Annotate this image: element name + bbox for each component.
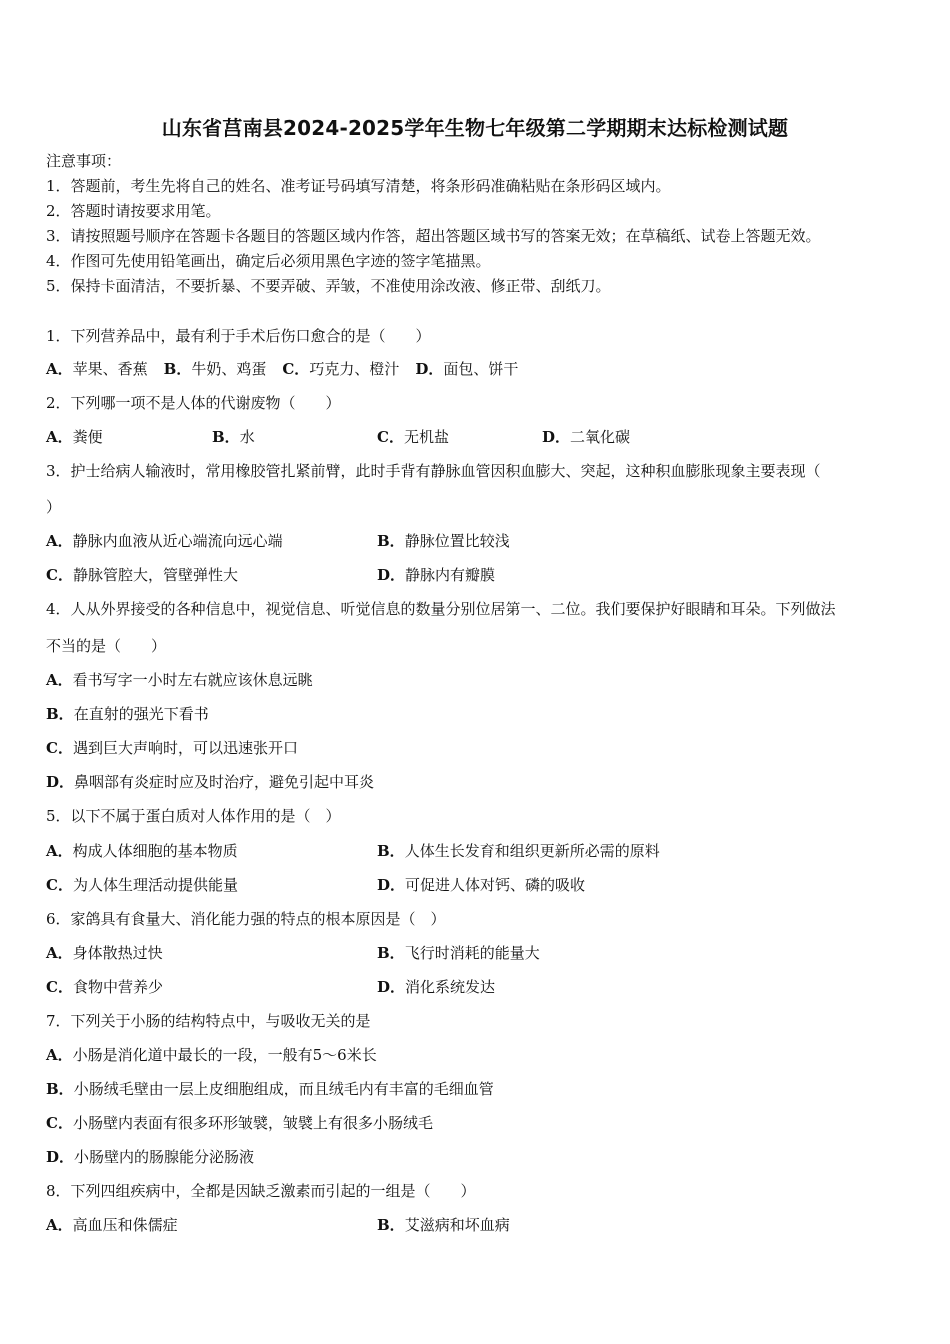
option-label: A． bbox=[46, 428, 73, 446]
question-6-stem: 6．家鸽具有食量大、消化能力强的特点的根本原因是（ ） bbox=[46, 910, 446, 928]
option-text: 小肠是消化道中最长的一段，一般有5～6米长 bbox=[72, 1046, 377, 1064]
option-a[interactable] bbox=[46, 428, 103, 446]
option-text: 二氧化碳 bbox=[570, 428, 631, 446]
option-label: C． bbox=[282, 360, 310, 378]
option-a[interactable] bbox=[46, 1045, 377, 1065]
option-label: A． bbox=[46, 532, 73, 550]
notice-item: 1．答题前，考生先将自己的姓名、准考证号码填写清楚，将条形码准确粘贴在条形码区域内。 bbox=[46, 177, 671, 195]
question-2-stem: 2．下列哪一项不是人体的代谢废物（ ） bbox=[46, 394, 341, 412]
question-4-stem: 4．人从外界接受的各种信息中，视觉信息、听觉信息的数量分别位居第一、二位。我们要保护好眼睛和耳朵。下列做法 bbox=[46, 600, 836, 618]
option-text: 小肠壁内表面有很多环形皱襞，皱襞上有很多小肠绒毛 bbox=[72, 1114, 433, 1132]
option-a[interactable] bbox=[46, 842, 238, 860]
option-label: A． bbox=[46, 360, 73, 378]
option-text: 高血压和侏儒症 bbox=[72, 1216, 178, 1234]
option-b[interactable] bbox=[377, 943, 540, 963]
option-b[interactable] bbox=[377, 1215, 510, 1235]
option-text: 人体生长发育和组织更新所必需的原料 bbox=[404, 842, 660, 860]
option-label: C． bbox=[46, 739, 73, 757]
option-b[interactable] bbox=[46, 1079, 494, 1099]
question-5-stem: 5．以下不属于蛋白质对人体作用的是（ ） bbox=[46, 807, 341, 825]
option-text: 艾滋病和坏血病 bbox=[404, 1216, 510, 1234]
question-6-options-row1 bbox=[46, 943, 906, 963]
option-text: 牛奶、鸡蛋 bbox=[191, 360, 267, 378]
option-label: C． bbox=[377, 428, 404, 446]
option-c[interactable] bbox=[377, 427, 449, 447]
question-3-options-row2 bbox=[46, 565, 906, 585]
question-1-stem: 1．下列营养品中，最有利于手术后伤口愈合的是（ ） bbox=[46, 327, 431, 345]
option-text: 为人体生理活动提供能量 bbox=[72, 876, 238, 894]
option-a[interactable] bbox=[46, 532, 283, 550]
notice-item: 4．作图可先使用铅笔画出，确定后必须用黑色字迹的签字笔描黑。 bbox=[46, 252, 491, 270]
option-text: 小肠绒毛壁由一层上皮细胞组成，而且绒毛内有丰富的毛细血管 bbox=[73, 1080, 494, 1098]
question-4-stem-cont: 不当的是（ ） bbox=[46, 637, 167, 655]
question-3-stem: 3．护士给病人输液时，常用橡胶管扎紧前臂，此时手背有静脉血管因积血膨大、突起，这种积血膨胀现象主要表现（ bbox=[46, 462, 821, 480]
option-label: A． bbox=[46, 944, 73, 962]
option-text: 静脉内血液从近心端流向远心端 bbox=[72, 532, 283, 550]
option-b[interactable] bbox=[377, 841, 660, 861]
option-d[interactable] bbox=[46, 1147, 254, 1167]
option-label: A． bbox=[46, 1216, 73, 1234]
option-label: C． bbox=[46, 876, 73, 894]
option-text: 水 bbox=[239, 428, 255, 446]
option-a[interactable] bbox=[46, 359, 148, 379]
option-c[interactable] bbox=[46, 738, 298, 758]
question-1-options bbox=[46, 359, 534, 379]
option-label: D． bbox=[377, 876, 406, 894]
option-label: B． bbox=[377, 944, 405, 962]
question-8-options-row1 bbox=[46, 1215, 906, 1235]
question-8-stem: 8．下列四组疾病中，全都是因缺乏激素而引起的一组是（ ） bbox=[46, 1182, 476, 1200]
option-b[interactable] bbox=[46, 704, 209, 724]
notice-heading: 注意事项： bbox=[46, 152, 122, 170]
option-label: B． bbox=[377, 1216, 405, 1234]
question-5-options-row2 bbox=[46, 875, 906, 895]
option-text: 鼻咽部有炎症时应及时治疗，避免引起中耳炎 bbox=[74, 773, 375, 791]
option-text: 在直射的强光下看书 bbox=[73, 705, 209, 723]
option-label: D． bbox=[46, 773, 75, 791]
option-label: B． bbox=[377, 532, 405, 550]
option-c[interactable] bbox=[46, 1113, 433, 1133]
option-text: 遇到巨大声响时，可以迅速张开口 bbox=[72, 739, 298, 757]
option-label: B． bbox=[377, 842, 405, 860]
option-d[interactable] bbox=[377, 875, 585, 895]
option-text: 粪便 bbox=[72, 428, 103, 446]
option-c[interactable] bbox=[46, 978, 163, 996]
option-b[interactable] bbox=[377, 531, 510, 551]
option-a[interactable] bbox=[46, 944, 163, 962]
option-text: 静脉内有瓣膜 bbox=[405, 566, 496, 584]
option-c[interactable] bbox=[282, 359, 399, 379]
option-label: D． bbox=[415, 360, 444, 378]
option-text: 静脉管腔大，管壁弹性大 bbox=[72, 566, 238, 584]
option-text: 消化系统发达 bbox=[405, 978, 496, 996]
option-d[interactable] bbox=[542, 427, 630, 447]
question-3-stem-cont: ） bbox=[46, 498, 62, 516]
option-text: 构成人体细胞的基本物质 bbox=[72, 842, 238, 860]
option-a[interactable] bbox=[46, 670, 313, 690]
option-label: B． bbox=[46, 1080, 74, 1098]
notice-item: 2．答题时请按要求用笔。 bbox=[46, 202, 221, 220]
option-label: B． bbox=[163, 360, 192, 378]
option-text: 飞行时消耗的能量大 bbox=[404, 944, 540, 962]
option-label: A． bbox=[46, 842, 73, 860]
option-b[interactable] bbox=[164, 359, 267, 379]
option-label: C． bbox=[46, 566, 73, 584]
option-label: B． bbox=[212, 428, 240, 446]
option-label: C． bbox=[46, 1114, 73, 1132]
option-label: A． bbox=[46, 1046, 73, 1064]
option-text: 无机盐 bbox=[403, 428, 449, 446]
question-7-stem: 7．下列关于小肠的结构特点中，与吸收无关的是 bbox=[46, 1012, 371, 1030]
option-c[interactable] bbox=[46, 876, 238, 894]
exam-title: 山东省莒南县2024-2025学年生物七年级第二学期期末达标检测试题 bbox=[161, 116, 789, 140]
question-2-options bbox=[46, 427, 906, 447]
option-label: D． bbox=[46, 1148, 75, 1166]
option-a[interactable] bbox=[46, 1216, 178, 1234]
notice-item: 5．保持卡面清洁，不要折暴、不要弄破、弄皱，不准使用涂改液、修正带、刮纸刀。 bbox=[46, 277, 611, 295]
option-label: D． bbox=[542, 428, 571, 446]
option-text: 身体散热过快 bbox=[72, 944, 163, 962]
option-text: 食物中营养少 bbox=[72, 978, 163, 996]
option-text: 静脉位置比较浅 bbox=[404, 532, 510, 550]
option-text: 可促进人体对钙、磷的吸收 bbox=[405, 876, 586, 894]
option-label: B． bbox=[46, 705, 74, 723]
option-text: 面包、饼干 bbox=[443, 360, 519, 378]
option-label: D． bbox=[377, 566, 406, 584]
option-label: D． bbox=[377, 978, 406, 996]
option-text: 巧克力、橙汁 bbox=[309, 360, 400, 378]
option-label: C． bbox=[46, 978, 73, 996]
option-text: 小肠壁内的肠腺能分泌肠液 bbox=[74, 1148, 255, 1166]
notice-item: 3．请按照题号顺序在答题卡各题目的答题区域内作答，超出答题区域书写的答案无效；在草稿纸、试卷上答题无效。 bbox=[46, 227, 821, 245]
option-c[interactable] bbox=[46, 566, 238, 584]
question-3-options-row1 bbox=[46, 531, 906, 551]
option-d[interactable] bbox=[415, 359, 518, 379]
option-b[interactable] bbox=[212, 427, 255, 447]
question-6-options-row2 bbox=[46, 977, 906, 997]
question-5-options-row1 bbox=[46, 841, 906, 861]
option-d[interactable] bbox=[377, 565, 495, 585]
option-text: 苹果、香蕉 bbox=[72, 360, 148, 378]
option-label: A． bbox=[46, 671, 73, 689]
option-d[interactable] bbox=[377, 977, 495, 997]
option-d[interactable] bbox=[46, 772, 374, 792]
option-text: 看书写字一小时左右就应该休息远眺 bbox=[72, 671, 313, 689]
